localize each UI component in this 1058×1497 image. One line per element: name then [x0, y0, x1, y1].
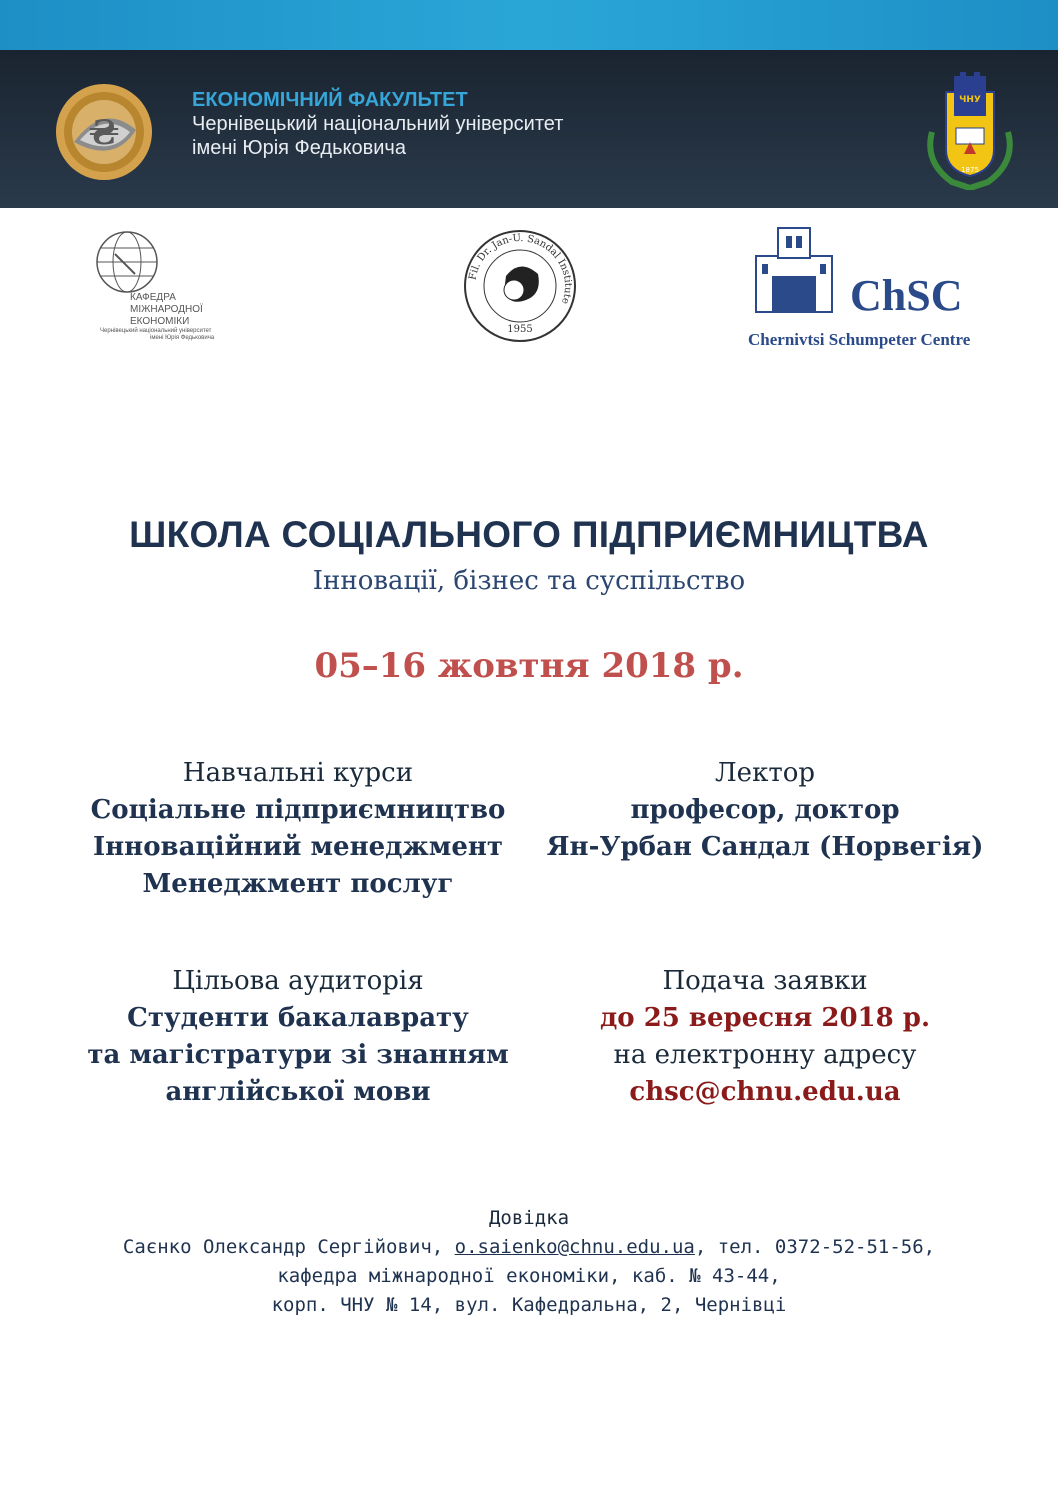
kafedra-caption-line4: Чернівецький національний університет — [100, 328, 212, 334]
application-deadline: до 25 вересня 2018 р. — [599, 1003, 931, 1033]
chsc-full-name: Chernivtsi Schumpeter Centre — [748, 330, 971, 349]
event-title: ШКОЛА СОЦІАЛЬНОГО ПІДПРИЄМНИЦТВА — [129, 514, 929, 555]
courses-block — [40, 755, 556, 903]
reference-heading: Довідка — [488, 1207, 570, 1229]
event-subtitle: Інновації, бізнес та суспільство — [312, 566, 746, 596]
lecturer-title: професор, доктор — [630, 795, 900, 825]
course-item: Соціальне підприємництво — [90, 795, 506, 825]
application-heading: Подача заявки — [662, 966, 868, 996]
kafedra-caption-line3: ЕКОНОМІКИ — [130, 316, 190, 327]
reference-block — [0, 1204, 1058, 1320]
faculty-name: ЕКОНОМІЧНИЙ ФАКУЛЬТЕТ — [192, 89, 468, 111]
reference-contact — [0, 1233, 1058, 1262]
chsc-abbreviation: ChSC — [850, 271, 963, 320]
application-note: на електронну адресу — [613, 1040, 917, 1070]
lecturer-name: Ян-Урбан Сандал (Норвегія) — [546, 832, 984, 862]
svg-text:₴: ₴ — [89, 113, 119, 153]
contact-phone: , тел. 0372-52-51-56, — [694, 1236, 936, 1258]
header-title-block — [192, 88, 563, 160]
kafedra-caption-line5: імені Юрія Федьковича — [150, 335, 215, 341]
crest-label: ЧНУ — [959, 95, 981, 105]
course-item: Інноваційний менеджмент — [92, 832, 504, 862]
university-name: Чернівецький національний університет — [192, 113, 564, 135]
top-color-strip — [0, 0, 1058, 50]
seal-ring-text: Fil. Dr. Jan-U. Sandal Institute — [467, 232, 574, 306]
application-email[interactable]: chsc@chnu.edu.ua — [629, 1077, 901, 1107]
event-dates: 05–16 жовтня 2018 р. — [314, 646, 744, 686]
lecturer-block — [505, 755, 1025, 866]
university-crest — [922, 72, 1018, 190]
lecturer-heading: Лектор — [714, 758, 815, 788]
university-name-2: імені Юрія Федьковича — [192, 137, 406, 159]
audience-line: англійської мови — [165, 1077, 431, 1107]
audience-line: Студенти бакалаврату — [127, 1003, 469, 1033]
audience-heading: Цільова аудиторія — [172, 966, 424, 996]
kafedra-caption-line1: КАФЕДРА — [130, 292, 176, 303]
course-item: Менеджмент послуг — [142, 869, 454, 899]
sandal-institute-seal — [462, 228, 578, 344]
kafedra-caption-line2: МІЖНАРОДНОЇ — [130, 304, 203, 315]
courses-heading: Навчальні курси — [182, 758, 414, 788]
contact-email-link[interactable]: o.saienko@chnu.edu.ua — [454, 1236, 695, 1258]
seal-year: 1955 — [507, 324, 533, 335]
reference-address-2: корп. ЧНУ № 14, вул. Кафедральна, 2, Чернівці — [271, 1294, 787, 1316]
contact-name: Саєнко Олександр Сергійович, — [122, 1236, 455, 1258]
reference-address-1: кафедра міжнародної економіки, каб. № 43-44, — [277, 1265, 781, 1287]
audience-line: та магістратури зі знанням — [87, 1040, 509, 1070]
audience-block — [40, 963, 556, 1111]
application-block — [505, 963, 1025, 1111]
crest-year: 1875 — [961, 166, 979, 174]
faculty-logo — [54, 82, 154, 182]
